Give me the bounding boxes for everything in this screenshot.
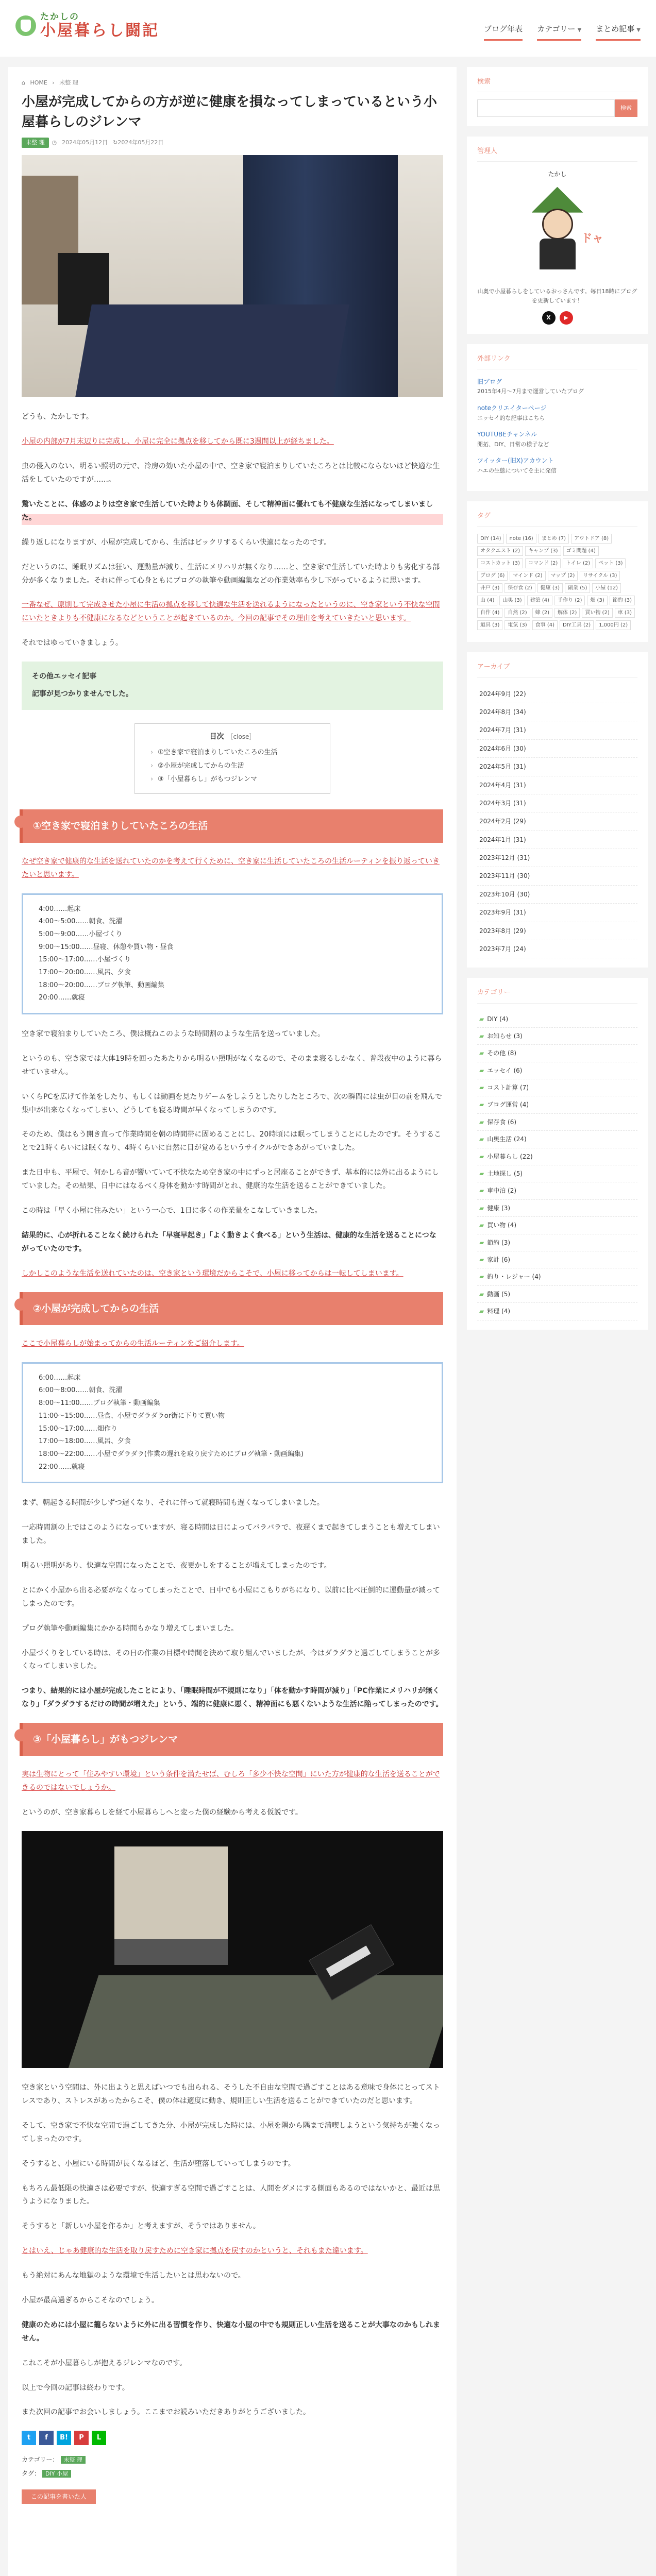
toc-close-button[interactable]: ［close］ [227,733,256,740]
paragraph: 驚いたことに、体感のよりは空き家で生活していた時よりも体調面、そして精神面に優れても不健康な生活になってしまいました。 [22,498,443,525]
article-tag-line: タグ： DIY 小屋 [22,2468,443,2479]
article-meta [22,138,443,148]
archive-link[interactable]: 2023年12月 (31) [477,849,637,867]
breadcrumb-category[interactable]: 未整 理 [59,79,78,86]
breadcrumb: ⌂ HOME › 未整 理 [22,79,78,86]
toc-item[interactable]: › ②小屋が完成してからの生活 [148,759,316,773]
youtube-social-icon[interactable]: ▶ [560,311,573,325]
tag-link[interactable]: 井戸 (3) [477,583,502,593]
category-link[interactable]: ▰ 山奥生活 (24) [477,1131,637,1148]
tag-link[interactable]: ゴミ問題 (4) [563,546,599,556]
widget-title: 管理人 [477,146,637,162]
paragraph: 小屋の内部が7月末辺りに完成し、小屋に完全に拠点を移してから既に3週間以上が経ちました。 [22,437,334,446]
paragraph: プログ執筆や動画編集にかかる時間もかなり増えてしまいました。 [22,1624,238,1633]
schedule-line: 15:00〜17:00……小屋づくり [39,956,131,964]
paragraph: 一番なぜ、原則して完成させた小屋に生活の拠点を移して快適な生活を送れるようになったというのに、空き家という不快な空間にいたときよりも不健康になるなどということが起きているのか。今回の記事でその理由を考えていきたいと思います。 [22,601,440,623]
paragraph: というのが、空き家暮らしを経て小屋暮らしへと変った僕の経験から考える仮説です。 [22,1808,302,1817]
tag-link[interactable]: 保存食 (2) [504,583,535,593]
paragraph: 小屋が最高過ぎるからこそなのでしょう。 [22,2296,159,2304]
paragraph: これこそが小屋暮らしが抱えるジレンマなのです。 [22,2359,187,2367]
paragraph: いくらPCを広げて作業をしたり、もしくは動画を見たりゲームをしようとしたりしたところで、次の瞬間には虫が目の前を飛んで集中が出来なくなってしまい、どうしても寝る時間が早くなってしまうのです。 [22,1092,442,1114]
chevron-down-icon: ▼ [636,27,641,33]
external-link[interactable]: YOUTUBEチャンネル [477,431,537,438]
tag-link[interactable]: 電気 (3) [504,620,530,630]
paragraph: 虫の侵入のない、明るい照明の元で、冷房の効いた小屋の中で、空き家で寝泊まりしていたころとは比較にならないほど快適な生活をしていたのですが……。 [22,462,440,484]
category-link[interactable]: ▰ お知らせ (3) [477,1028,637,1045]
tag-link[interactable]: トイレ (2) [563,558,593,568]
paragraph: まず、朝起きる時間が少しずつ遅くなり、それに伴って就寝時間も遅くなってしまいました。 [22,1499,324,1507]
archive-link[interactable]: 2024年8月 (34) [477,703,637,721]
folder-icon: ▰ [479,1066,484,1074]
archive-link[interactable]: 2023年9月 (31) [477,904,637,922]
clock-icon: ◷ [52,139,57,146]
toc-title: 目次 [209,732,224,741]
category-pill[interactable]: 未整 理 [61,2456,86,2464]
search-button[interactable]: 検索 [615,99,637,117]
article-body [22,411,443,650]
tag-link[interactable]: マップ (2) [548,571,578,581]
global-nav [469,23,641,41]
hero-image [22,155,443,397]
pocket-share-button[interactable]: P [74,2431,89,2445]
category-link[interactable]: ▰ 買い物 (4) [477,1217,637,1234]
schedule-line: 15:00〜17:00……畑作り [39,1425,117,1433]
schedule-line: 17:00〜18:00……風呂、夕食 [39,1437,131,1446]
tag-link[interactable]: 車 (3) [615,608,635,618]
category-link[interactable]: ▰ DIY (4) [477,1011,637,1028]
tag-link[interactable]: 副業 (5) [565,583,590,593]
site-logo[interactable] [15,12,159,39]
tag-link[interactable]: リサイクル (3) [580,571,620,581]
sidebar [467,67,648,1340]
schedule-line: 9:00〜15:00……昼寝、休憩や買い物・昼食 [39,943,174,951]
category-badge[interactable]: 未整 理 [22,138,49,148]
tag-link[interactable]: DIY (14) [477,534,504,544]
tag-link[interactable]: オタクエスト (2) [477,546,523,556]
folder-icon: ▰ [479,1256,484,1263]
tag-cloud [477,534,637,633]
tag-link[interactable]: 蜂 (2) [532,608,552,618]
tag-link[interactable]: 健康 (3) [537,583,563,593]
category-link[interactable]: ▰ エッセイ (6) [477,1062,637,1079]
tags-widget [467,501,648,642]
paragraph: 繰り返しになりますが、小屋が完成してから、生活はビックリするくらい快適になったのです。 [22,538,331,547]
paragraph: もちろん最低限の快適さは必要ですが、快適すぎる空間で過ごすことは、人間をダメにする側面もあるのではないかと、最近は思うようになりました。 [22,2184,440,2206]
schedule-line: 22:00……就寝 [39,1463,85,1471]
external-link[interactable]: noteクリエイターページ [477,404,547,412]
folder-icon: ▰ [479,1015,484,1023]
schedule-box-1 [22,893,443,1015]
archive-widget [467,652,648,968]
section-heading-1: ①空き家で寝泊まりしていたころの生活 [22,809,443,842]
archive-link[interactable]: 2023年8月 (29) [477,922,637,940]
paragraph: そうすると「新しい小屋を作るか」と考えますが、そうではありません。 [22,2222,260,2231]
paragraph: とはいえ、じゃあ健康的な生活を取り戻すために空き家に拠点を戻すのかというと、それもまた違います。 [22,2247,368,2256]
paragraph: だというのに、睡眠リズムは狂い、運動量が減り、生活にメリハリが無くなり……と、空き家で生活していた時よりも劣化する部分が多くなりました。それに伴って心身ともにブログの執筆や動画編集などの作業効率も少し下がっているように思います。 [22,563,440,585]
category-link[interactable]: ▰ 保存食 (6) [477,1114,637,1131]
folder-icon: ▰ [479,1204,484,1212]
paragraph: 空き家という空間は、外に出ようと思えばいつでも出られる、そうした不自由な空間で過ごすことはある意味で身体にとってストレスであり、ストレスがあったからこそ、僕の体は適度に動き、規則正しい生活を送ることができていたのだと思います。 [22,2083,440,2105]
category-link[interactable]: ▰ 釣り・レジャー (4) [477,1268,637,1285]
external-link[interactable]: 旧ブログ [477,378,502,386]
folder-icon: ▰ [479,1136,484,1143]
related-box-title: その他エッセイ記事 [32,672,97,681]
tag-link[interactable]: 節約 (3) [610,596,635,605]
tag-link[interactable]: 小屋 (12) [592,583,621,593]
profile-desc: 山奥で小屋暮らしをしているおっさんです。毎日18時にブログを更新しています！ [477,287,637,304]
toc-item[interactable]: › ③「小屋暮らし」がもつジレンマ [148,773,316,786]
date-posted: 2024年05月12日 [62,139,108,146]
paragraph: また次回の記事でお会いしましょう。ここまでお読みいただきありがとうございました。 [22,2408,310,2417]
breadcrumb-home[interactable]: HOME [30,79,47,86]
folder-icon: ▰ [479,1187,484,1195]
section-heading-3: ③「小屋暮らし」がもつジレンマ [22,1723,443,1756]
schedule-line: 20:00……就寝 [39,994,85,1002]
section-heading-2: ②小屋が完成してからの生活 [22,1292,443,1325]
tag-link[interactable]: 山 (4) [477,596,497,605]
tag-link[interactable]: 建築 (4) [527,596,552,605]
toc-item[interactable]: › ①空き家で寝泊まりしていたころの生活 [148,746,316,759]
archive-link[interactable]: 2024年1月 (31) [477,831,637,849]
tag-link[interactable]: コストカット (3) [477,558,523,568]
paragraph: 小屋づくりをしている時は、その日の作業の目標や時間を決めて取り組んでいましたが、今はダラダラと過ごしてしまうことが多くなってしまいました。 [22,1649,440,1671]
logo-small-text: たかしの [40,12,79,22]
folder-icon: ▰ [479,1239,484,1246]
tag-link[interactable]: 畑 (3) [587,596,607,605]
external-link[interactable]: ツイッター(旧X)アカウント [477,457,554,465]
folder-icon: ▰ [479,1032,484,1040]
tag-link[interactable]: 食事 (4) [532,620,558,630]
tag-link[interactable]: アウトドア (8) [571,534,612,544]
archive-link[interactable]: 2024年4月 (31) [477,776,637,794]
folder-icon: ▰ [479,1222,484,1229]
line-share-button[interactable]: L [92,2431,106,2445]
archive-link[interactable]: 2024年2月 (29) [477,812,637,831]
schedule-line: 5:00〜9:00……小屋づくり [39,930,123,938]
main-content [8,67,457,2576]
paragraph: それではゆっていきましょう。 [22,639,123,648]
paragraph: 一応時間割の上ではこのようになっていますが、寝る時間は日によってバラバラで、夜遅くまで起きてしまうことも増えてしまいました。 [22,1523,440,1546]
widget-title: タグ [477,511,637,527]
schedule-box-2 [22,1362,443,1484]
room-photo [22,1831,443,2068]
tag-link[interactable]: まとめ (7) [539,534,569,544]
paragraph: どうも、たかしです。 [22,413,93,421]
folder-icon: ▰ [479,1273,484,1281]
schedule-line: 4:00〜5:00……朝食、洗濯 [39,918,123,926]
folder-icon: ▰ [479,1153,484,1160]
category-link[interactable]: ▰ ブログ運営 (4) [477,1096,637,1113]
share-buttons [22,2431,443,2445]
paragraph: 健康のためには小屋に籠らないように外に出る習慣を作り、快適な小屋の中でも規則正しい生活を送ることが大事なのかもしれません。 [22,2320,440,2343]
schedule-line: 18:00〜22:00……小屋でダラダラ(作業の遅れを取り戻すためにブログ執筆・動画編集) [39,1450,304,1458]
category-link[interactable]: ▰ 車中泊 (2) [477,1182,637,1199]
logo-icon [15,15,36,36]
nav-item-summary[interactable]: まとめ記事 ▼ [596,23,641,41]
facebook-share-button[interactable]: f [39,2431,54,2445]
category-link[interactable]: ▰ その他 (8) [477,1045,637,1062]
related-box-empty: 記事が見つかりませんでした。 [32,689,133,698]
refresh-icon: ↻ [113,139,118,146]
avatar: ドャ [511,183,604,281]
tag-link[interactable]: 1,000円 (2) [596,620,631,630]
paragraph: しかしこのような生活を送れていたのは、空き家という環境だからこそで、小屋に移ってからは一転してしまいます。 [22,1269,403,1278]
paragraph: もう絶対にあんな地獄のような環境で生活したいとは思わないので。 [22,2272,245,2280]
table-of-contents [134,723,330,794]
schedule-line: 6:00……起床 [39,1374,81,1382]
category-link[interactable]: ▰ 節約 (3) [477,1234,637,1251]
profile-name: たかし [548,171,567,178]
twitter-share-button[interactable]: t [22,2431,36,2445]
category-link[interactable]: ▰ 健康 (3) [477,1200,637,1217]
schedule-line: 4:00……起床 [39,905,81,913]
paragraph: 実は生物にとって「住みやすい環境」という条件を満たせば、むしろ「多少不快な空間」にいた方が健康的な生活を送ることができるのではないでしょうか。 [22,1770,440,1792]
archive-link[interactable]: 2024年6月 (30) [477,740,637,758]
widget-title: 外部リンク [477,353,637,369]
tag-link[interactable]: マインド (2) [510,571,545,581]
folder-icon: ▰ [479,1084,484,1092]
paragraph: というのも、空き家では大体19時を回ったあたりから明るい照明がなくなるので、そのまま寝るしかなく、普段夜中のように暮らせていません。 [22,1054,442,1076]
tag-link[interactable]: 自然 (2) [504,608,530,618]
archive-link[interactable]: 2024年9月 (22) [477,685,637,703]
related-essay-box [22,662,443,710]
external-links-widget: 外部リンク 旧ブログ 2015年4月〜7月まで運営していたブログ noteクリエイターページ エッセイ的な記事はこちら YOUTUBEチャンネル 開拓、DIY、日常の様子など ツイッター(旧X)アカウント ハエの生態についてを主に発信 [467,344,648,491]
paragraph: そうすると、小屋にいる時間が長くなるほど、生活が堕落していってしまうのです。 [22,2159,295,2168]
category-link[interactable]: ▰ 動画 (5) [477,1286,637,1303]
date-updated: 2024年05月22日 [117,139,164,146]
widget-title: アーカイブ [477,662,637,677]
folder-icon: ▰ [479,1290,484,1298]
home-icon: ⌂ [22,79,25,86]
tag-link[interactable]: 手作り (2) [554,596,585,605]
archive-link[interactable]: 2023年10月 (30) [477,886,637,904]
category-link[interactable]: ▰ コスト計算 (7) [477,1079,637,1096]
paragraph: ここで小屋暮らしが始まってからの生活ルーティンをご紹介します。 [22,1339,244,1348]
tag-link[interactable]: 買い物 (2) [582,608,612,618]
folder-icon: ▰ [479,1101,484,1109]
folder-icon: ▰ [479,1049,484,1057]
schedule-line: 8:00〜11:00……ブログ執筆・動画編集 [39,1399,160,1408]
tag-link[interactable]: 山奥 (3) [499,596,525,605]
article-category-line: カテゴリー： 未整 理 [22,2454,443,2465]
tag-link[interactable]: ブログ (6) [477,571,508,581]
folder-icon: ▰ [479,1308,484,1315]
logo-big-text: 小屋暮らし闘記 [40,21,159,40]
archive-link[interactable]: 2024年7月 (31) [477,721,637,739]
paragraph: 明るい照明があり、快適な空間になったことで、夜更かしをすることが増えてしまったのです。 [22,1561,331,1570]
archive-link[interactable]: 2023年11月 (30) [477,867,637,885]
paragraph: とにかく小屋から出る必要がなくなってしまったことで、日中でも小屋にこもりがちになり、以前に比べ圧倒的に運動量が減ってしまったのです。 [22,1586,440,1608]
x-social-icon[interactable]: X [542,311,556,325]
tag-link[interactable]: DIY工具 (2) [560,620,594,630]
tag-link[interactable]: 解体 (2) [554,608,580,618]
archive-link[interactable]: 2023年7月 (24) [477,940,637,958]
folder-icon: ▰ [479,1118,484,1126]
author-button[interactable]: この記事を書いた人 [22,2489,96,2504]
category-link[interactable]: ▰ 土地探し (5) [477,1165,637,1182]
paragraph: 以上で今回の記事は終わりです。 [22,2383,129,2392]
search-widget [467,67,648,126]
tag-link[interactable]: キャンプ (3) [525,546,561,556]
tag-link[interactable]: 道具 (3) [477,620,502,630]
site-header [0,0,656,57]
paragraph: この時は「早く小屋に住みたい」という一心で、1日に多くの作業量をこなしていきました。 [22,1207,322,1215]
schedule-line: 18:00〜20:00……ブログ執筆、動画編集 [39,981,164,989]
tag-link[interactable]: コマンド (2) [525,558,561,568]
profile-widget [467,137,648,334]
paragraph: また日中も、平屋で、何かしら音が響いていて不快なため空き家の中にずっと居座ることができず、基本的には外に出るようにしていました。その結果、日中にはなるべく身体を動かす時間がとれ、健康的な生活を送ることができていました。 [22,1168,439,1191]
tag-link[interactable]: note (16) [506,534,536,544]
paragraph: 結果的に、心が折れることなく続けられた「早寝早起き」「よく動きよく食べる」という生活は、健康的な生活を送ることにつながっていたのです。 [22,1231,436,1253]
paragraph: つまり、結果的には小屋が完成したことにより、「睡眠時間が不規則になり」「体を動かす時間が減り」「PC作業にメリハリが無くなり」「ダラダラするだけの時間が増えた」という、端的に健康に悪く、精神面にも悪くないような生活に陥ってしまったのです。 [22,1687,443,1709]
schedule-line: 11:00〜15:00……昼食、小屋でダラダラor街に下りて買い物 [39,1412,225,1420]
archive-link[interactable]: 2024年5月 (31) [477,758,637,776]
search-input[interactable] [477,99,615,117]
paragraph: そして、空き家で不快な空間で過ごしてきた分、小屋が完成した時には、小屋を隅から隅まで満喫しようという気持ちが強くなってしまったのです。 [22,2121,440,2143]
widget-title: 検索 [477,76,637,92]
paragraph: そのため、僕はもう開き直って作業時間を朝の時間帯に固めることにし、20時頃には眠ってしまうことにしたのです。そうすることで21時くらいには眠くなり、4時くらいに自然に目が覚めるというサイクルができあがっていました。 [22,1130,442,1153]
hatena-share-button[interactable]: B! [57,2431,71,2445]
archive-link[interactable]: 2024年3月 (31) [477,794,637,812]
folder-icon: ▰ [479,1170,484,1178]
category-link[interactable]: ▰ 料理 (4) [477,1303,637,1320]
paragraph: なぜ空き家で健康的な生活を送れていたのかを考えて行くために、空き家に生活していたころの生活ルーティンを振り返っていきたいと思います。 [22,857,440,879]
chevron-down-icon: ▼ [577,27,582,33]
tag-link[interactable]: ペット (3) [595,558,626,568]
paragraph: 空き家で寝泊まりしていたころ、僕は概ねこのような時間割のような生活を送っていました。 [22,1030,325,1039]
page-title: 小屋が完成してからの方が逆に健康を損なってしまっているという小屋暮らしのジレンマ [22,94,438,130]
category-widget [467,978,648,1329]
nav-item-timeline[interactable]: ブログ年表 [484,23,523,41]
schedule-line: 17:00〜20:00……風呂、夕食 [39,968,131,976]
nav-item-category[interactable]: カテゴリー ▼ [537,23,581,41]
widget-title: カテゴリー [477,987,637,1003]
category-link[interactable]: ▰ 家計 (6) [477,1251,637,1268]
category-link[interactable]: ▰ 小屋暮らし (22) [477,1148,637,1165]
schedule-line: 6:00〜8:00……朝食、洗濯 [39,1386,123,1395]
tag-link[interactable]: 自作 (4) [477,608,502,618]
tag-pill[interactable]: DIY 小屋 [42,2470,71,2478]
